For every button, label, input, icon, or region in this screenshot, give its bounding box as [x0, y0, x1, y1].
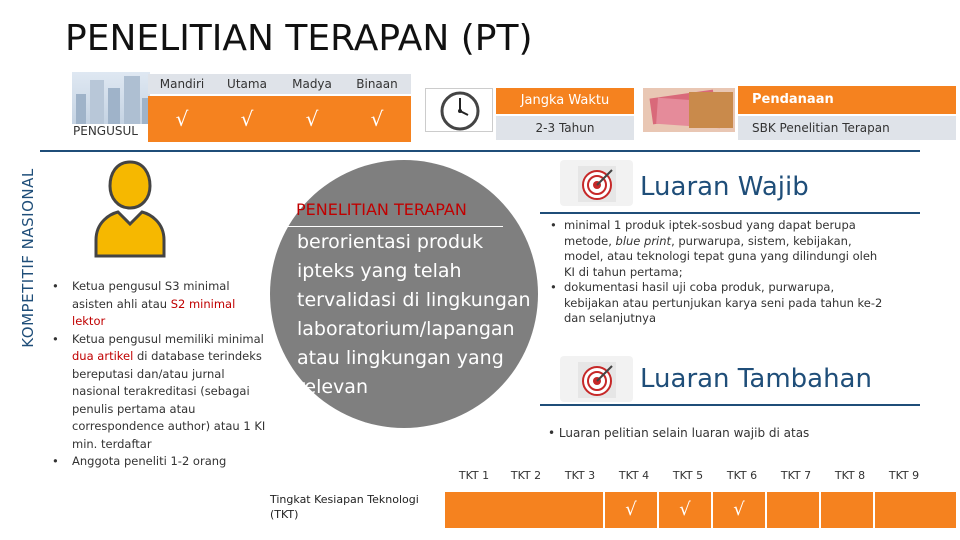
- tkt-level-5: TKT 5: [672, 469, 704, 482]
- side-label: KOMPETITIF NASIONAL: [19, 168, 37, 348]
- luaran-wajib-item: • minimal 1 produk iptek-sosbud yang dapat berupa metode, blue print, purwarupa, sistem, kebijakan, model, atau teknologi tepat guna yang dilindungi oleh KI di tahun pertama;: [548, 218, 888, 280]
- target-box-wajib: [560, 160, 633, 206]
- check-utama: √: [213, 96, 281, 142]
- pengusul-level-binaan: Binaan: [343, 74, 411, 94]
- requirement-item: • Ketua pengusul memiliki minimal dua artikel di database terindeks bereputasi dan/atau jurnal nasional terakreditasi (sebagai penulis pertama atau correspondence author) atau 1 KI min. terdaftar: [52, 331, 267, 454]
- pengusul-level-madya: Madya: [278, 74, 346, 94]
- luaran-wajib-list: [548, 218, 888, 327]
- luaran-tambahan-item: • Luaran pelitian selain luaran wajib di atas: [548, 426, 810, 440]
- requirement-item: • Anggota peneliti 1-2 orang: [52, 453, 267, 471]
- clock-icon: [425, 88, 493, 132]
- tkt-level-7: TKT 7: [780, 469, 812, 482]
- pengusul-level-utama: Utama: [213, 74, 281, 94]
- jangka-waktu-value: 2-3 Tahun: [496, 116, 634, 140]
- pendanaan-value: SBK Penelitian Terapan: [738, 116, 956, 140]
- tkt-level-9: TKT 9: [888, 469, 920, 482]
- jangka-waktu-label: Jangka Waktu: [496, 88, 634, 114]
- luaran-tambahan-divider: [540, 404, 920, 406]
- pengusul-label: PENGUSUL: [73, 124, 138, 138]
- check-mandiri: √: [148, 96, 216, 142]
- pendanaan-label: Pendanaan: [738, 86, 956, 114]
- money-icon: [643, 88, 735, 132]
- pengusul-level-mandiri: Mandiri: [148, 74, 216, 94]
- tkt-cell-9: [875, 492, 956, 528]
- tkt-level-2: TKT 2: [510, 469, 542, 482]
- luaran-wajib-item: • dokumentasi hasil uji coba produk, purwarupa, kebijakan atau pertunjukan karya seni pada tahun ke-2 dan selanjutnya: [548, 280, 888, 327]
- building-icon: [72, 72, 150, 124]
- center-heading: PENELITIAN TERAPAN: [296, 200, 467, 219]
- luaran-wajib-divider: [540, 212, 920, 214]
- tkt-level-1: TKT 1: [458, 469, 490, 482]
- requirements-list: [52, 278, 267, 471]
- section-divider: [40, 150, 920, 152]
- tkt-cell-6: √: [713, 492, 765, 528]
- target-box-tambahan: [560, 356, 633, 402]
- tkt-cell-8: [821, 492, 873, 528]
- check-binaan: √: [343, 96, 411, 142]
- tkt-level-8: TKT 8: [834, 469, 866, 482]
- requirement-item: • Ketua pengusul S3 minimal asisten ahli atau S2 minimal lektor: [52, 278, 267, 331]
- tkt-cell-4: √: [605, 492, 657, 528]
- luaran-tambahan-title: Luaran Tambahan: [640, 364, 872, 394]
- target-icon: [578, 362, 616, 398]
- tkt-cell-7: [767, 492, 819, 528]
- tkt-level-6: TKT 6: [726, 469, 758, 482]
- tkt-label: Tingkat Kesiapan Teknologi (TKT): [270, 493, 419, 521]
- center-description: berorientasi produk ipteks yang telah tervalidasi di lingkungan laboratorium/lapangan atau lingkungan yang relevan: [297, 231, 531, 398]
- tkt-level-4: TKT 4: [618, 469, 650, 482]
- page-title: PENELITIAN TERAPAN (PT): [65, 18, 533, 59]
- person-icon: [90, 158, 170, 260]
- luaran-wajib-title: Luaran Wajib: [640, 172, 809, 202]
- target-icon: [578, 166, 616, 202]
- check-madya: √: [278, 96, 346, 142]
- tkt-cell-5: √: [659, 492, 711, 528]
- tkt-bar: [445, 492, 603, 528]
- center-heading-underline: [285, 226, 503, 227]
- tkt-level-3: TKT 3: [564, 469, 596, 482]
